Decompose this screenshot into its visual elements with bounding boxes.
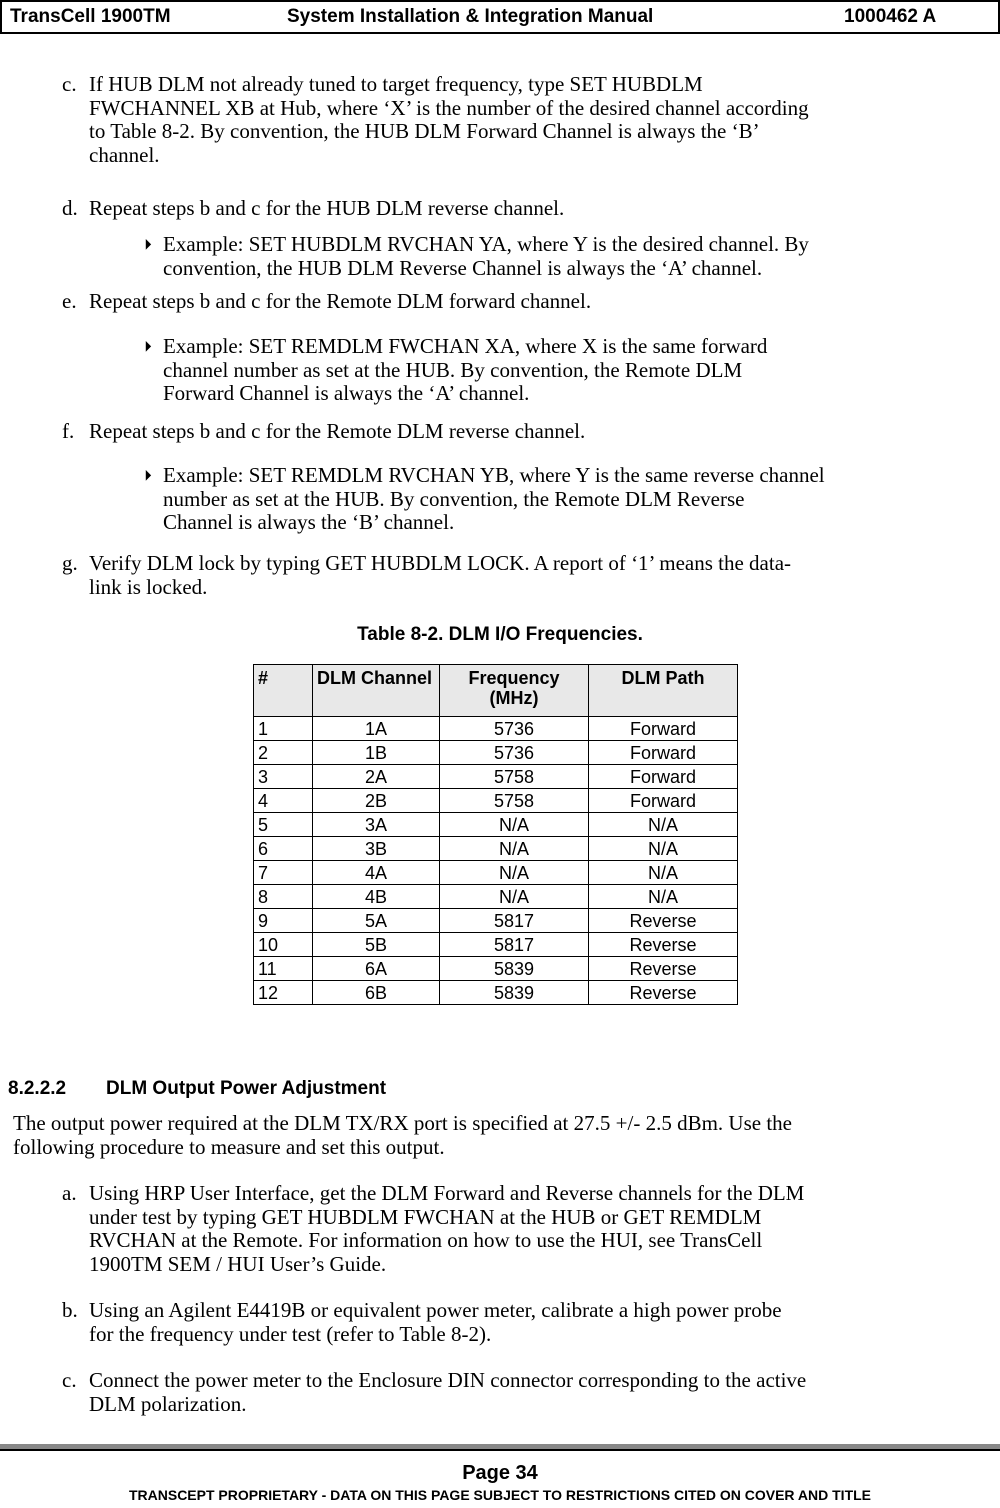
bullet-text: channel number as set at the HUB. By convention, the Remote DLM — [163, 357, 743, 382]
table-cell: 11 — [254, 957, 313, 981]
table-row — [254, 861, 738, 885]
bullet-text: convention, the HUB DLM Reverse Channel is always the ‘A’ channel. — [163, 255, 763, 280]
col-header: DLM Channel — [313, 665, 440, 717]
table-cell: 5839 — [440, 957, 589, 981]
bullet-arrow-icon: ▶ — [145, 237, 152, 252]
table-row — [254, 981, 738, 1005]
bullet-text: Example: SET REMDLM RVCHAN YB, where Y is the same reverse channel — [163, 463, 825, 487]
table-cell: 1A — [313, 717, 440, 741]
table-caption: Table 8-2. DLM I/O Frequencies. — [357, 624, 643, 645]
col-header: DLM Path — [589, 665, 738, 717]
table-cell: 2A — [313, 765, 440, 789]
table-cell: 3 — [254, 765, 313, 789]
table-cell: 6A — [313, 957, 440, 981]
table-cell: 5736 — [440, 741, 589, 765]
header-product: TransCell 1900TM — [10, 6, 171, 27]
table-cell: Reverse — [589, 909, 738, 933]
col-header: # — [254, 665, 313, 717]
bullet-text: Example: SET HUBDLM RVCHAN YA, where Y is the desired channel. By — [163, 232, 809, 256]
table-cell: 1B — [313, 741, 440, 765]
table-cell: 9 — [254, 909, 313, 933]
table-cell: 4A — [313, 861, 440, 885]
table-cell: Reverse — [589, 981, 738, 1005]
table-row — [254, 813, 738, 837]
section-number: 8.2.2.2 — [8, 1078, 67, 1099]
footer-rule — [0, 1444, 1000, 1451]
table-cell: 5736 — [440, 717, 589, 741]
bullet-arrow-icon: ▶ — [145, 468, 152, 483]
table-cell: 5A — [313, 909, 440, 933]
section-intro — [13, 1112, 792, 1159]
step-text: Repeat steps b and c for the HUB DLM reverse channel. — [89, 196, 565, 220]
table-row — [254, 741, 738, 765]
table-row — [254, 717, 738, 741]
header-doc-number: 1000462 A — [844, 6, 937, 27]
table-cell: N/A — [440, 813, 589, 837]
table-cell: 5B — [313, 933, 440, 957]
proprietary-notice: TRANSCEPT PROPRIETARY - DATA ON THIS PAGE SUBJECT TO RESTRICTIONS CITED ON COVER AND TITLE — [128, 1487, 872, 1503]
table-cell: N/A — [589, 813, 738, 837]
table-cell: N/A — [589, 837, 738, 861]
step-text: Repeat steps b and c for the Remote DLM reverse channel. — [89, 419, 586, 443]
table-row — [254, 789, 738, 813]
table-row — [254, 837, 738, 861]
table-cell: 8 — [254, 885, 313, 909]
table-row — [254, 909, 738, 933]
table-cell: 10 — [254, 933, 313, 957]
step-text: for the frequency under test (refer to Table 8-2). — [89, 1321, 492, 1346]
table-cell: 5839 — [440, 981, 589, 1005]
page-number: Page 34 — [462, 1462, 538, 1484]
table-cell: Reverse — [589, 933, 738, 957]
table-cell: 4B — [313, 885, 440, 909]
step-text: Verify DLM lock by typing GET HUBDLM LOCK. A report of ‘1’ means the data- — [89, 551, 792, 575]
header-title: System Installation & Integration Manual — [287, 6, 654, 27]
page-header — [0, 0, 1000, 34]
table-cell: 2B — [313, 789, 440, 813]
table-cell: N/A — [440, 861, 589, 885]
bullet-text: Forward Channel is always the ‘A’ channel. — [163, 381, 530, 405]
step-text: RVCHAN at the Remote. For information on how to use the HUI, see TransCell — [89, 1228, 763, 1252]
step-label: c. — [62, 72, 77, 96]
frequency-table — [253, 664, 738, 1005]
table-cell: Forward — [589, 741, 738, 765]
table-cell: 4 — [254, 789, 313, 813]
table-cell: 3A — [313, 813, 440, 837]
col-header: Frequency (MHz) — [440, 665, 589, 717]
table-cell: 3B — [313, 837, 440, 861]
step-label: c. — [62, 1368, 77, 1392]
step-text: Using HRP User Interface, get the DLM Forward and Reverse channels for the DLM — [89, 1181, 805, 1205]
table-cell: Forward — [589, 765, 738, 789]
step-label: a. — [62, 1181, 77, 1205]
table-cell: N/A — [440, 885, 589, 909]
intro-line: following procedure to measure and set this output. — [13, 1134, 445, 1159]
table-cell: 2 — [254, 741, 313, 765]
step-text: channel. — [89, 142, 160, 167]
step-text: FWCHANNEL XB at Hub, where ‘X’ is the number of the desired channel according — [89, 95, 809, 120]
step-text: link is locked. — [89, 574, 208, 599]
table-row — [254, 885, 738, 909]
table-cell: Forward — [589, 789, 738, 813]
step-text: to Table 8-2. By convention, the HUB DLM Forward Channel is always the ‘B’ — [89, 119, 760, 143]
section-title: DLM Output Power Adjustment — [106, 1078, 387, 1099]
bullet-text: Channel is always the ‘B’ channel. — [163, 510, 455, 534]
table-cell: 5758 — [440, 765, 589, 789]
step-text: under test by typing GET HUBDLM FWCHAN at the HUB or GET REMDLM — [89, 1204, 762, 1229]
table-cell: 5817 — [440, 909, 589, 933]
table-cell: N/A — [589, 861, 738, 885]
bullet-text: Example: SET REMDLM FWCHAN XA, where X is the same forward — [163, 334, 768, 358]
table-cell: 5817 — [440, 933, 589, 957]
table-cell: 6 — [254, 837, 313, 861]
table-cell: 6B — [313, 981, 440, 1005]
table-cell: 1 — [254, 717, 313, 741]
step-label: b. — [62, 1298, 78, 1322]
table-row — [254, 957, 738, 981]
step-text: Repeat steps b and c for the Remote DLM forward channel. — [89, 289, 592, 313]
step-label: f. — [62, 419, 75, 443]
table-row — [254, 933, 738, 957]
step-label: e. — [62, 289, 77, 313]
step-text: Using an Agilent E4419B or equivalent power meter, calibrate a high power probe — [89, 1298, 782, 1322]
step-label: g. — [62, 551, 78, 575]
table-cell: 12 — [254, 981, 313, 1005]
table-cell: Forward — [589, 717, 738, 741]
intro-line: The output power required at the DLM TX/RX port is specified at 27.5 +/- 2.5 dBm. Use the — [13, 1111, 792, 1135]
table-cell: Reverse — [589, 957, 738, 981]
table-cell: N/A — [440, 837, 589, 861]
step-label: d. — [62, 196, 78, 220]
table-cell: 7 — [254, 861, 313, 885]
step-text: 1900TM SEM / HUI User’s Guide. — [89, 1251, 387, 1276]
step-text: DLM polarization. — [89, 1391, 247, 1416]
table-cell: 5 — [254, 813, 313, 837]
step-text: Connect the power meter to the Enclosure DIN connector corresponding to the active — [89, 1368, 807, 1392]
table-row — [254, 765, 738, 789]
table-cell: N/A — [589, 885, 738, 909]
table-cell: 5758 — [440, 789, 589, 813]
bullet-arrow-icon: ▶ — [145, 339, 152, 354]
step-text: If HUB DLM not already tuned to target frequency, type SET HUBDLM — [89, 72, 703, 96]
bullet-text: number as set at the HUB. By convention, the Remote DLM Reverse — [163, 486, 745, 511]
